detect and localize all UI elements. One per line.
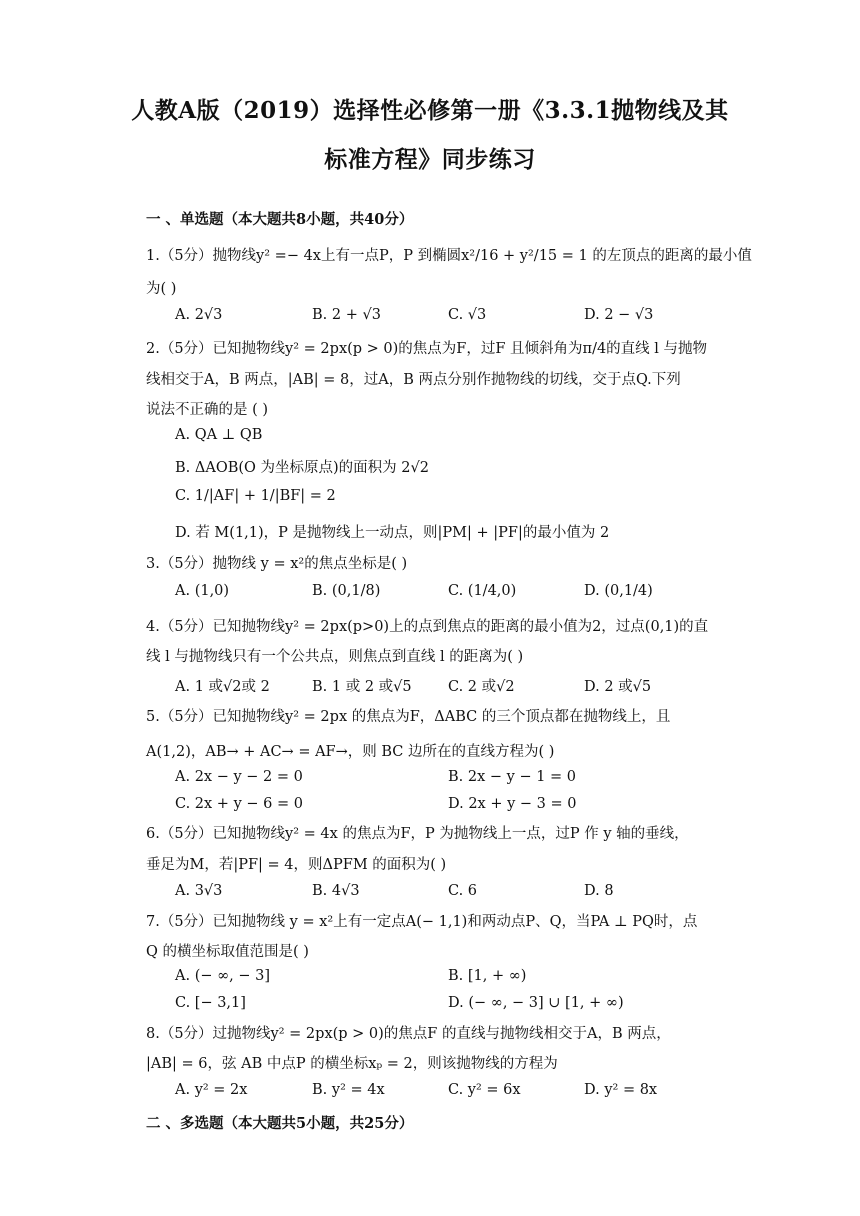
q8-option-d: D. y² = 8x — [584, 1082, 658, 1098]
q6-option-c: C. 6 — [448, 883, 478, 899]
q6-option-d: D. 8 — [584, 883, 614, 899]
q5-stem-line1: 5.（5分）已知抛物线y² = 2px 的焦点为F，ΔABC 的三个顶点都在抛物线上，且 — [146, 709, 671, 725]
q4-option-b: B. 1 或 2 或√5 — [312, 679, 412, 695]
q4-stem-line1: 4.（5分）已知抛物线y² = 2px(p>0)上的点到焦点的距离的最小值为2，过点(0,1)的直 — [146, 619, 709, 635]
q4-stem-line2: 线 l 与抛物线只有一个公共点，则焦点到直线 l 的距离为( ) — [146, 649, 524, 665]
q3-stem: 3.（5分）抛物线 y = x²的焦点坐标是( ) — [146, 556, 408, 572]
section-heading-single-choice: 一 、单选题（本大题共8小题，共40分） — [146, 211, 414, 228]
q8-stem-line2: |AB| = 6，弦 AB 中点P 的横坐标xₚ = 2，则该抛物线的方程为 — [146, 1056, 558, 1072]
q7-option-b: B. [1, + ∞) — [448, 968, 527, 984]
q5-option-c: C. 2x + y − 6 = 0 — [175, 796, 303, 812]
q5-option-d: D. 2x + y − 3 = 0 — [448, 796, 577, 812]
q2-option-c: C. 1/|AF| + 1/|BF| = 2 — [175, 488, 336, 504]
q1-option-b: B. 2 + √3 — [312, 307, 381, 323]
q8-option-b: B. y² = 4x — [312, 1082, 385, 1098]
q2-stem-line1: 2.（5分）已知抛物线y² = 2px(p > 0)的焦点为F，过F 且倾斜角为π/4的直线 l 与抛物 — [146, 341, 708, 357]
q2-stem-line2: 线相交于A，B 两点，|AB| = 8，过A，B 两点分别作抛物线的切线，交于点Q.下列 — [146, 372, 681, 388]
section-heading-multi-choice: 二 、多选题（本大题共5小题，共25分） — [146, 1115, 414, 1132]
title-line-2: 标准方程》同步练习 — [324, 146, 536, 173]
q2-option-a: A. QA ⊥ QB — [175, 427, 263, 443]
q5-option-a: A. 2x − y − 2 = 0 — [175, 769, 303, 785]
q4-option-a: A. 1 或√2或 2 — [175, 679, 270, 695]
q7-stem-line2: Q 的横坐标取值范围是( ) — [146, 944, 309, 960]
q7-option-a: A. (− ∞, − 3] — [175, 968, 271, 984]
q2-option-d: D. 若 M(1,1)，P 是抛物线上一动点，则|PM| + |PF|的最小值为 2 — [175, 525, 610, 541]
q3-option-d: D. (0,1/4) — [584, 583, 653, 599]
q7-option-c: C. [− 3,1] — [175, 995, 246, 1011]
q7-stem-line1: 7.（5分）已知抛物线 y = x²上有一定点A(− 1,1)和两动点P、Q，当PA ⊥ PQ时，点 — [146, 914, 698, 930]
q3-option-c: C. (1/4,0) — [448, 583, 517, 599]
q5-stem-line2: A(1,2)，AB→ + AC→ = AF→，则 BC 边所在的直线方程为( ) — [146, 744, 555, 760]
q6-stem-line1: 6.（5分）已知抛物线y² = 4x 的焦点为F，P 为抛物线上一点，过P 作 y 轴的垂线， — [146, 826, 689, 842]
q6-option-a: A. 3√3 — [175, 883, 223, 899]
q6-option-b: B. 4√3 — [312, 883, 360, 899]
q5-option-b: B. 2x − y − 1 = 0 — [448, 769, 577, 785]
q8-stem-line1: 8.（5分）过抛物线y² = 2px(p > 0)的焦点F 的直线与抛物线相交于A，B 两点， — [146, 1026, 671, 1042]
q6-stem-line2: 垂足为M，若|PF| = 4，则ΔPFM 的面积为( ) — [146, 857, 447, 873]
q1-option-a: A. 2√3 — [175, 307, 223, 323]
q2-option-b: B. ΔAOB(O 为坐标原点)的面积为 2√2 — [175, 460, 429, 476]
q3-option-b: B. (0,1/8) — [312, 583, 381, 599]
title-line-1: 人教A版（2019）选择性必修第一册《3.3.1抛物线及其 — [131, 97, 729, 124]
q1-option-c: C. √3 — [448, 307, 487, 323]
q4-option-c: C. 2 或√2 — [448, 679, 515, 695]
q1-stem-line1: 1.（5分）抛物线y² =− 4x上有一点P，P 到椭圆x²/16 + y²/15 = 1 的左顶点的距离的最小值 — [146, 248, 752, 264]
q1-option-d: D. 2 − √3 — [584, 307, 654, 323]
q8-option-a: A. y² = 2x — [175, 1082, 248, 1098]
q7-option-d: D. (− ∞, − 3] ∪ [1, + ∞) — [448, 995, 624, 1011]
q4-option-d: D. 2 或√5 — [584, 679, 652, 695]
q1-stem-line2: 为( ) — [146, 281, 177, 297]
q3-option-a: A. (1,0) — [175, 583, 230, 599]
q8-option-c: C. y² = 6x — [448, 1082, 521, 1098]
q2-stem-line3: 说法不正确的是 ( ) — [146, 402, 269, 418]
